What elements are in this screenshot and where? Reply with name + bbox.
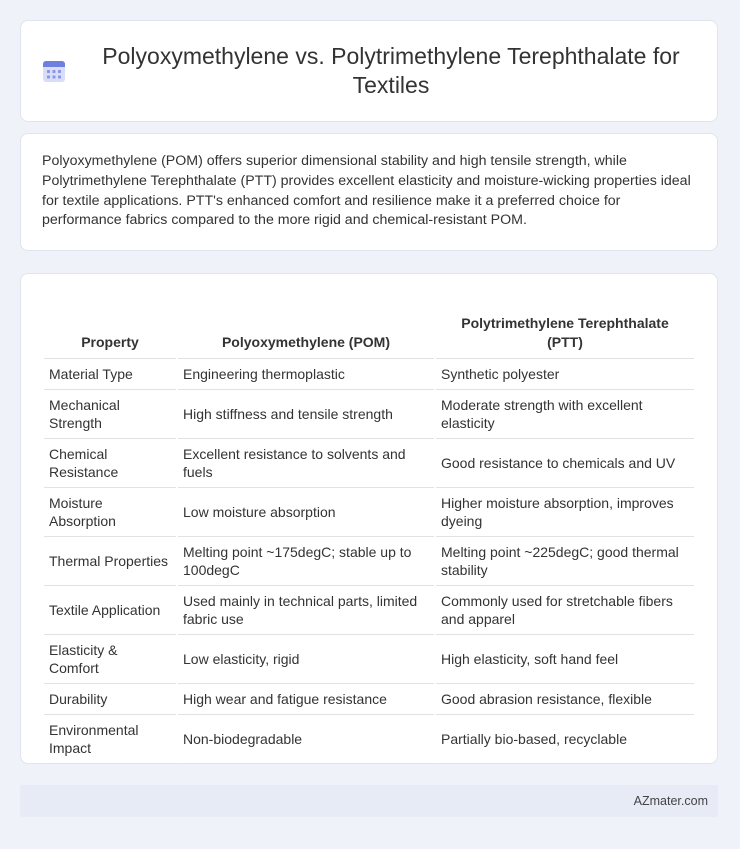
header-ptt: Polytrimethylene Terephthalate (PTT) [436,294,694,359]
cell-pom: Engineering thermoplastic [178,359,434,390]
table-row [44,359,694,390]
comparison-table [42,294,696,764]
cell-property: Durability [44,684,176,715]
cell-property: Mechanical Strength [44,390,176,439]
table-row [44,390,694,439]
footer-brand-link[interactable]: AZmater.com [633,794,708,808]
cell-pom: High stiffness and tensile strength [178,390,434,439]
cell-ptt: Moderate strength with excellent elasticity [436,390,694,439]
cell-pom: Excellent resistance to solvents and fuels [178,439,434,488]
cell-pom: Melting point ~175degC; stable up to 100degC [178,537,434,586]
header-pom: Polyoxymethylene (POM) [178,294,434,359]
table-row [44,684,694,715]
table-row [44,635,694,684]
cell-ptt: Good resistance to chemicals and UV [436,439,694,488]
title-card [20,20,718,122]
intro-paragraph: Polyoxymethylene (POM) offers superior dimensional stability and high tensile strength, while Polytrimethylene Terephthalate (PTT) provides excellent elasticity and moisture-wicking properties ideal for textile applications. PTT's enhanced comfort and resilience make it a preferred choice for performance fabrics compared to the more rigid and chemical-resistant POM. [42,153,691,229]
cell-pom: Non-biodegradable [178,715,434,764]
cell-pom: High wear and fatigue resistance [178,684,434,715]
cell-property: Moisture Absorption [44,488,176,537]
calendar-icon [41,58,67,84]
table-row [44,537,694,586]
intro-card [20,133,718,251]
cell-ptt: Melting point ~225degC; good thermal stability [436,537,694,586]
cell-property: Chemical Resistance [44,439,176,488]
cell-property: Textile Application [44,586,176,635]
table-row [44,488,694,537]
comparison-table-card [20,273,718,764]
cell-ptt: Good abrasion resistance, flexible [436,684,694,715]
header-property: Property [44,294,176,359]
table-row [44,439,694,488]
cell-property: Elasticity & Comfort [44,635,176,684]
table-header-row [44,294,694,359]
cell-pom: Used mainly in technical parts, limited fabric use [178,586,434,635]
table-row [44,586,694,635]
table-row [44,715,694,764]
cell-pom: Low moisture absorption [178,488,434,537]
page-title: Polyoxymethylene vs. Polytrimethylene Terephthalate for Textiles [102,43,680,98]
cell-property: Material Type [44,359,176,390]
cell-ptt: Commonly used for stretchable fibers and apparel [436,586,694,635]
cell-pom: Low elasticity, rigid [178,635,434,684]
cell-property: Thermal Properties [44,537,176,586]
cell-ptt: Synthetic polyester [436,359,694,390]
cell-property: Environmental Impact [44,715,176,764]
cell-ptt: Higher moisture absorption, improves dyeing [436,488,694,537]
cell-ptt: Partially bio-based, recyclable [436,715,694,764]
cell-ptt: High elasticity, soft hand feel [436,635,694,684]
footer [20,785,718,817]
